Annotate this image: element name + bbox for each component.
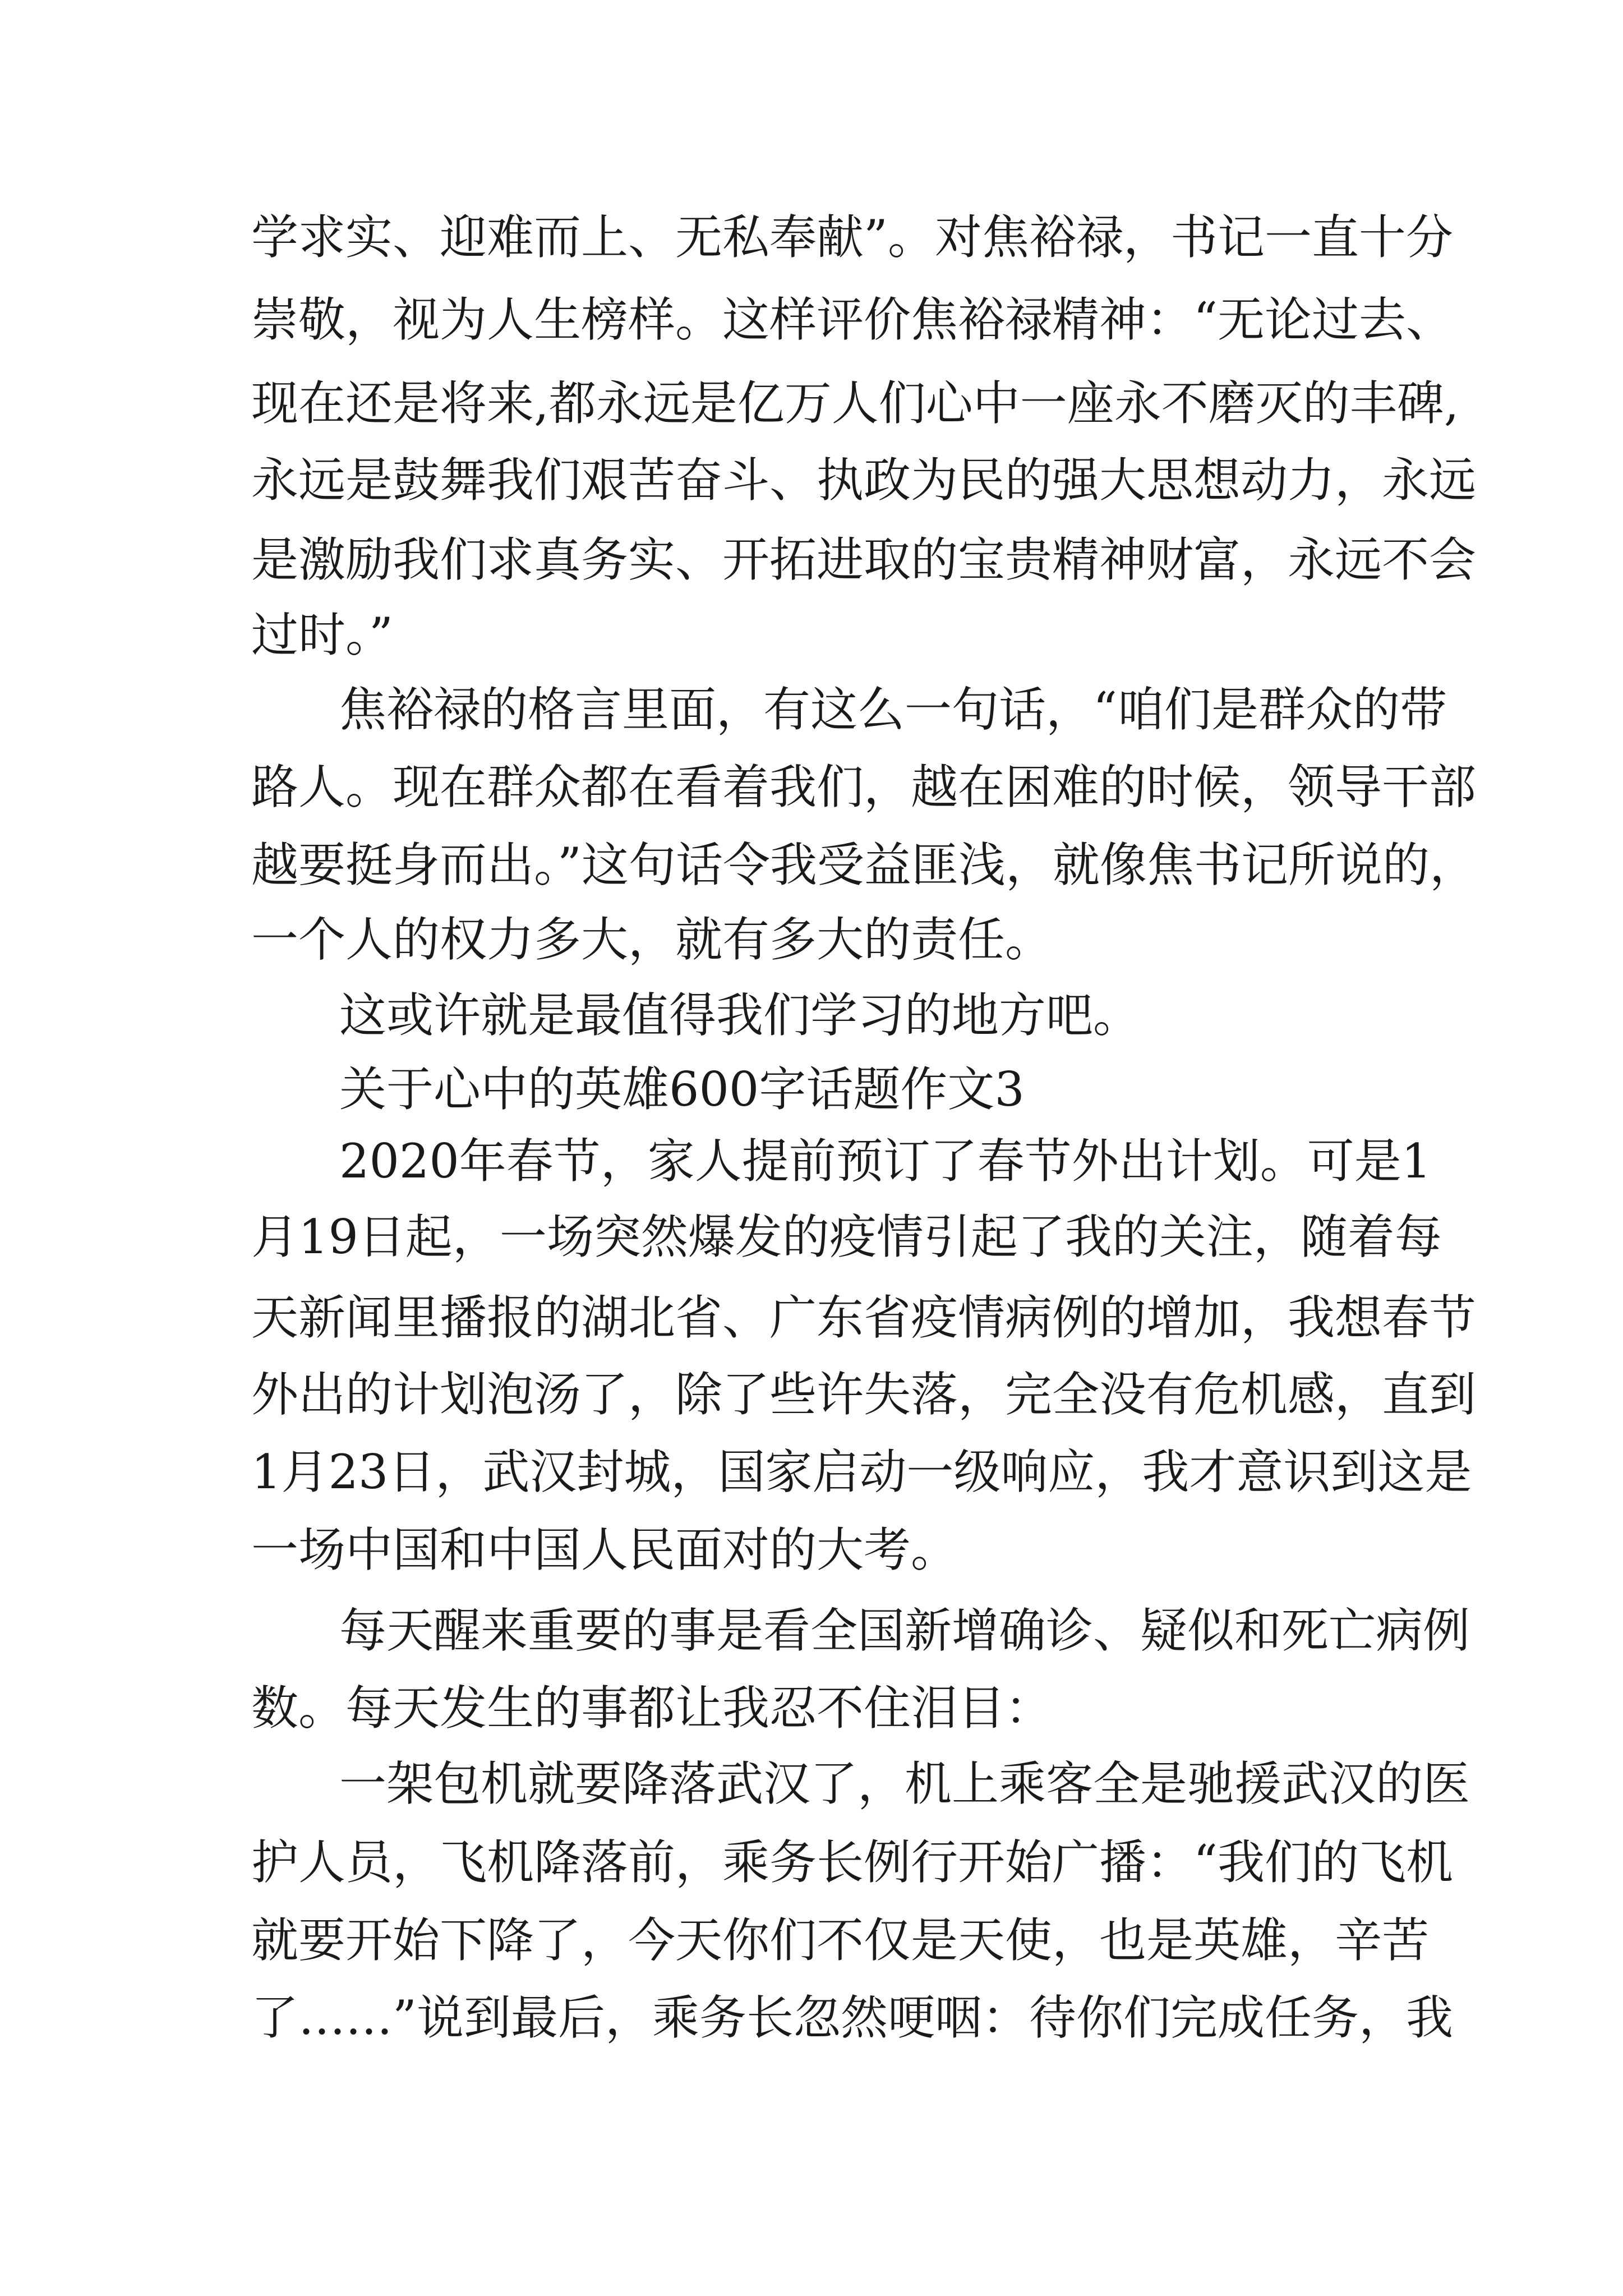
- paragraph-start-line: 这或许就是最值得我们学习的地方吧。: [339, 988, 1141, 1043]
- text-line: 越要挺身而出。”这句话令我受益匪浅，就像焦书记所说的，: [251, 838, 1477, 892]
- text-line: 一个人的权力多大，就有多大的责任。: [251, 912, 1053, 967]
- text-line: 学求实、迎难而上、无私奉献”。对焦裕禄，书记一直十分: [251, 210, 1453, 265]
- text-line: 路人。现在群众都在看着我们，越在困难的时候，领导干部: [251, 760, 1477, 815]
- text-line: 月19日起，一场突然爆发的疫情引起了我的关注，随着每: [251, 1209, 1442, 1264]
- text-line: 了……”说到最后，乘务长忽然哽咽：待你们完成任务，我: [251, 1990, 1453, 2045]
- paragraph-start-line: 一架包机就要降落武汉了，机上乘客全是驰援武汉的医: [339, 1756, 1470, 1811]
- paragraph-start-line: 每天醒来重要的事是看全国新增确诊、疑似和死亡病例: [339, 1603, 1470, 1658]
- text-line: 崇敬，视为人生榜样。这样评价焦裕禄精神：“无论过去、: [251, 292, 1453, 347]
- text-line: 是激励我们求真务实、开拓进取的宝贵精神财富，永远不会: [251, 532, 1477, 587]
- paragraph-start-line: 2020年春节，家人提前预订了春节外出计划。可是1: [339, 1134, 1432, 1189]
- text-line: 永远是鼓舞我们艰苦奋斗、执政为民的强大思想动力，永远: [251, 453, 1477, 508]
- text-line: 过时。”: [251, 608, 393, 662]
- text-line: 现在还是将来,都永远是亿万人们心中一座永不磨灭的丰碑,: [251, 376, 1459, 431]
- text-line: 数。每天发生的事都让我忍不住泪目：: [251, 1681, 1053, 1736]
- text-line: 1月23日，武汉封城，国家启动一级响应，我才意识到这是: [251, 1444, 1472, 1499]
- text-line: 护人员，飞机降落前，乘务长例行开始广播：“我们的飞机: [251, 1835, 1453, 1890]
- section-heading: 关于心中的英雄600字话题作文3: [339, 1062, 1025, 1117]
- paragraph-start-line: 焦裕禄的格言里面，有这么一句话，“咱们是群众的带: [339, 682, 1447, 737]
- text-line: 外出的计划泡汤了，除了些许失落，完全没有危机感，直到: [251, 1367, 1477, 1422]
- text-line: 就要开始下降了，今天你们不仅是天使，也是英雄，辛苦: [251, 1913, 1430, 1968]
- text-line: 一场中国和中国人民面对的大考。: [251, 1522, 958, 1577]
- text-line: 天新闻里播报的湖北省、广东省疫情病例的增加，我想春节: [251, 1290, 1477, 1345]
